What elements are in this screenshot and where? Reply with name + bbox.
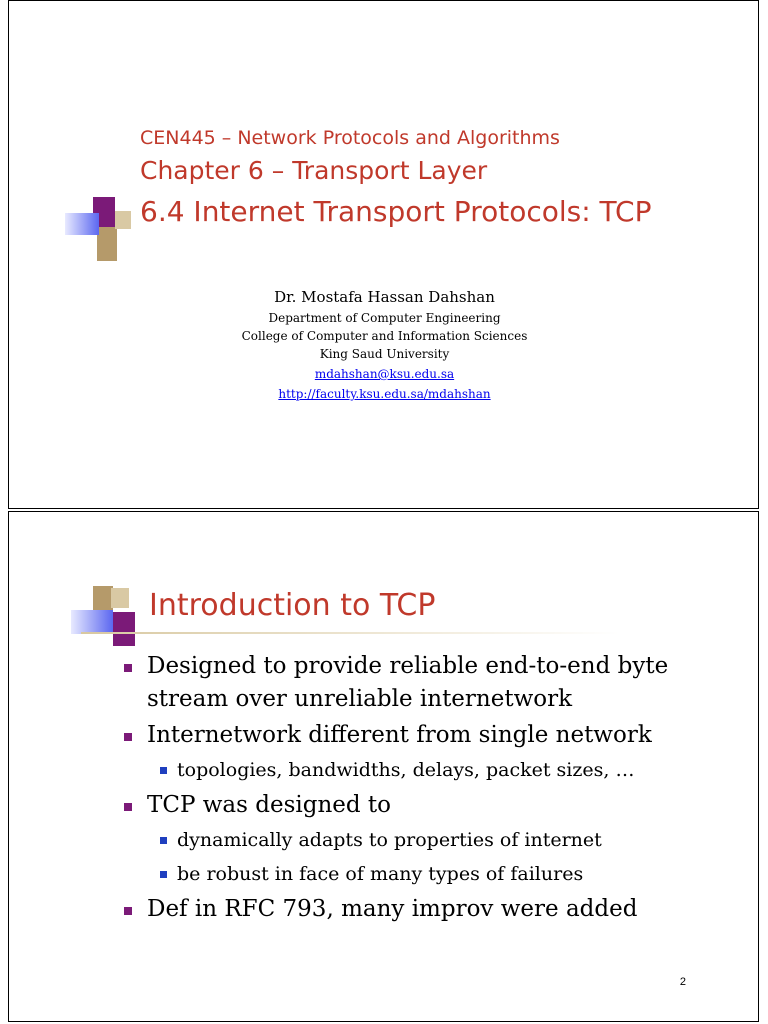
- bullet-item: [124, 893, 744, 926]
- sub-bullet-marker-icon: [160, 871, 167, 878]
- slide-title: Introduction to TCP: [149, 588, 436, 623]
- sub-bullet-text: dynamically adapts to properties of internet: [177, 829, 602, 851]
- bullet-item: [124, 719, 744, 752]
- sub-bullet-marker-icon: [160, 767, 167, 774]
- chapter-title: Chapter 6 – Transport Layer: [140, 156, 488, 185]
- email-link[interactable]: mdahshan@ksu.edu.sa: [314, 367, 455, 381]
- sub-bullet-marker-icon: [160, 837, 167, 844]
- author-block: [9, 288, 760, 403]
- bullet-list: [124, 650, 744, 929]
- slide-1: [8, 0, 759, 509]
- slide-2: [8, 511, 759, 1022]
- sub-bullet-text: topologies, bandwidths, delays, packet sizes, …: [177, 759, 635, 781]
- bullet-text: Def in RFC 793, many improv were added: [147, 896, 638, 922]
- author-department: Department of Computer Engineering: [268, 311, 501, 325]
- page-number: 2: [679, 976, 686, 988]
- author-name: Dr. Mostafa Hassan Dahshan: [274, 288, 495, 306]
- sub-bullet-item: [160, 825, 744, 855]
- sub-bullet-item: [160, 859, 744, 889]
- decorative-squares-ornament: [71, 586, 141, 650]
- bullet-marker-icon: [124, 907, 132, 915]
- bullet-item: [124, 650, 744, 716]
- website-link[interactable]: http://faculty.ksu.edu.sa/mdahshan: [278, 387, 491, 401]
- course-title: CEN445 – Network Protocols and Algorithms: [140, 127, 560, 149]
- sub-bullet-text: be robust in face of many types of failures: [177, 863, 584, 885]
- bullet-item: [124, 789, 744, 822]
- bullet-text: TCP was designed to: [147, 792, 392, 818]
- sub-bullet-item: [160, 755, 744, 785]
- title-underline: [81, 632, 619, 634]
- bullet-marker-icon: [124, 664, 132, 672]
- slide-title: 6.4 Internet Transport Protocols: TCP: [140, 195, 652, 228]
- author-university: King Saud University: [319, 347, 450, 361]
- bullet-text: Designed to provide reliable end-to-end byte stream over unreliable internetwork: [147, 653, 669, 712]
- author-college: College of Computer and Information Sciences: [241, 329, 528, 343]
- decorative-squares-ornament: [65, 197, 135, 261]
- bullet-marker-icon: [124, 803, 132, 811]
- bullet-text: Internetwork different from single network: [147, 722, 652, 748]
- bullet-marker-icon: [124, 733, 132, 741]
